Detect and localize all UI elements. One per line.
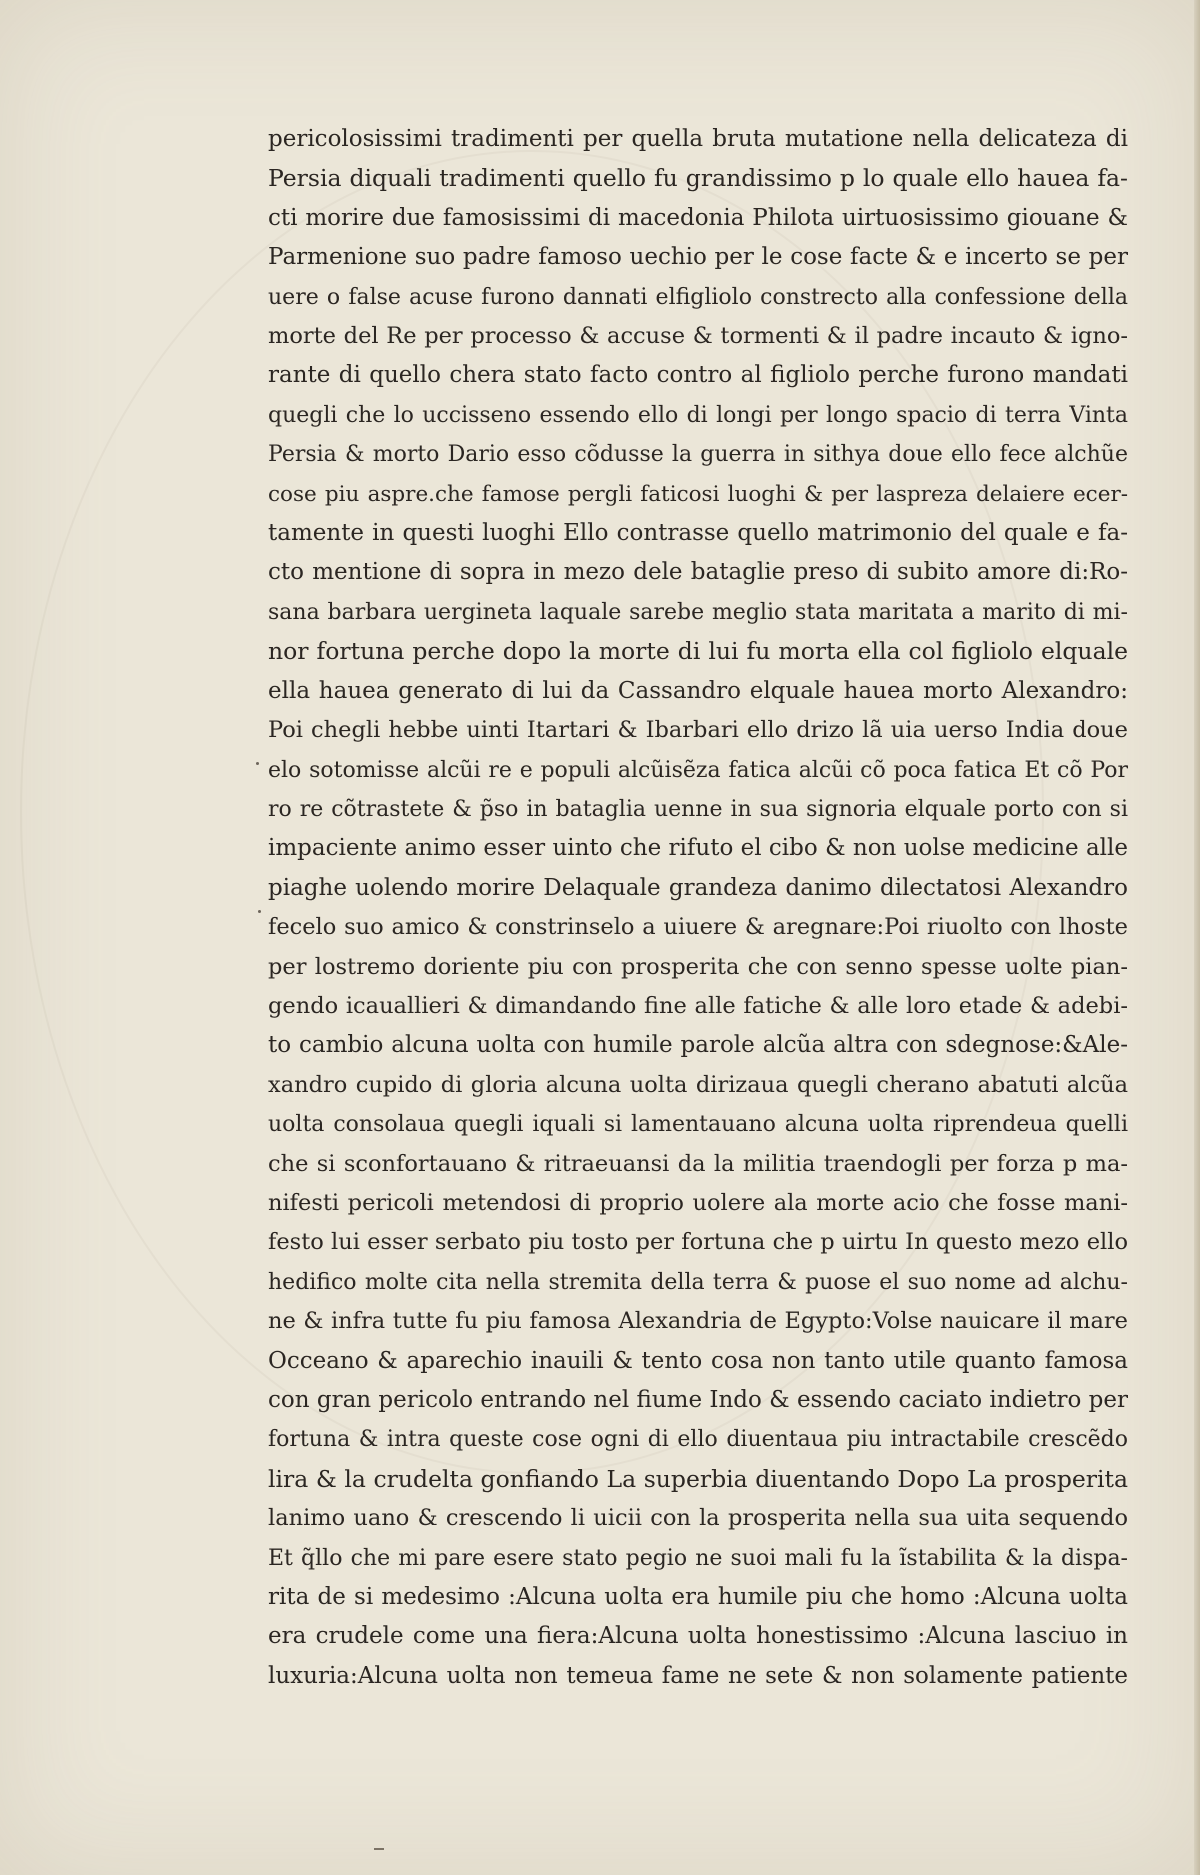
text-line: tamente in questi luoghi Ello contrasse quello matrimonio del quale e fa-: [268, 520, 1128, 547]
text-line: ne & infra tutte fu piu famosa Alexandria de Egypto:Volse nauicare il mare: [268, 1308, 1128, 1335]
margin-mark: [258, 910, 261, 913]
text-line: che si sconfortauano & ritraeuansi da la militia traendogli per forza p ma-: [268, 1150, 1128, 1177]
text-line: elo sotomisse alcũi re e populi alcũisẽza fatica alcũi cõ poca fatica Et cõ Por: [268, 757, 1128, 783]
text-line: Et q̃llo che mi pare esere stato pegio ne suoi mali fu la ĩstabilita & la dispa-: [268, 1545, 1128, 1571]
text-line: sana barbara uergineta laquale sarebe meglio stata maritata a marito di mi-: [268, 599, 1128, 625]
text-line: cto mentione di sopra in mezo dele bataglie preso di subito amore di:Ro-: [268, 559, 1128, 586]
text-line: uolta consolaua quegli iquali si lamentauano alcuna uolta riprendeua quelli: [268, 1112, 1128, 1138]
text-line: Poi chegli hebbe uinti Itartari & Ibarbari ello drizo lã uia uerso India doue: [268, 717, 1128, 744]
text-line: quegli che lo uccisseno essendo ello di longi per longo spacio di terra Vinta: [268, 402, 1128, 428]
page-edge: [1194, 0, 1200, 1875]
text-line: con gran pericolo entrando nel fiume Indo & essendo caciato indietro per: [268, 1387, 1128, 1413]
text-line: pericolosissimi tradimenti per quella bruta mutatione nella delicateza di: [268, 126, 1128, 152]
text-line: hedifico molte cita nella stremita della terra & puose el suo nome ad alchu-: [268, 1269, 1128, 1295]
text-line: cose piu aspre.che famose pergli faticosi luoghi & per laspreza delaiere ecer-: [268, 481, 1128, 507]
text-line: rante di quello chera stato facto contro al figliolo perche furono mandati: [268, 362, 1128, 389]
body-text: [268, 120, 1128, 1696]
text-line: xandro cupido di gloria alcuna uolta dirizaua quegli cherano abatuti alcũa: [268, 1071, 1128, 1098]
text-line: cti morire due famosissimi di macedonia Philota uirtuosissimo giouane &: [268, 204, 1128, 231]
text-line: nifesti pericoli metendosi di proprio uolere ala morte acio che fosse mani-: [268, 1189, 1128, 1216]
text-line: lira & la crudelta gonfiando La superbia diuentando Dopo La prosperita: [268, 1464, 1128, 1493]
text-line: impaciente animo esser uinto che rifuto el cibo & non uolse medicine alle: [268, 835, 1128, 862]
text-line: luxuria:Alcuna uolta non temeua fame ne sete & non solamente patiente: [268, 1662, 1128, 1689]
text-line: lanimo uano & crescendo li uicii con la prosperita nella sua uita sequendo: [268, 1505, 1128, 1532]
text-line: Occeano & aparechio inauili & tento cosa non tanto utile quanto famosa: [268, 1347, 1128, 1374]
text-line: Persia & morto Dario esso cõdusse la guerra in sithya doue ello fece alchũe: [268, 442, 1128, 468]
text-line: fecelo suo amico & constrinselo a uiuere & aregnare:Poi riuolto con lhoste: [268, 914, 1128, 941]
text-line: morte del Re per processo & accuse & tormenti & il padre incauto & igno-: [268, 323, 1128, 350]
text-line: nor fortuna perche dopo la morte di lui fu morta ella col figliolo elquale: [268, 637, 1128, 666]
text-line: era crudele come una fiera:Alcuna uolta honestissimo :Alcuna lasciuo in: [268, 1623, 1128, 1650]
text-line: per lostremo doriente piu con prosperita che con senno spesse uolte pian-: [268, 953, 1128, 980]
margin-mark: [256, 762, 259, 765]
text-line: to cambio alcuna uolta con humile parole alcũa altra con sdegnose:&Ale-: [268, 1032, 1128, 1059]
text-line: festo lui esser serbato piu tosto per fortuna che p uirtu In questo mezo ello: [268, 1229, 1128, 1256]
text-line: Persia diquali tradimenti quello fu grandissimo p lo quale ello hauea fa-: [268, 164, 1128, 193]
text-line: rita de si medesimo :Alcuna uolta era humile piu che homo :Alcuna uolta: [268, 1584, 1128, 1611]
text-line: Parmenione suo padre famoso uechio per le cose facte & e incerto se per: [268, 244, 1128, 271]
footer-mark: [374, 1848, 384, 1850]
text-line: uere o false acuse furono dannati elfigliolo constrecto alla confessione della: [268, 284, 1128, 310]
text-line: piaghe uolendo morire Delaquale grandeza danimo dilectatosi Alexandro: [268, 874, 1128, 901]
text-line: ella hauea generato di lui da Cassandro elquale hauea morto Alexandro:: [268, 677, 1128, 704]
text-line: gendo icauallieri & dimandando fine alle fatiche & alle loro etade & adebi-: [268, 992, 1128, 1019]
text-line: fortuna & intra queste cose ogni di ello diuentaua piu intractabile crescẽdo: [268, 1427, 1128, 1453]
text-line: ro re cõtrastete & p̃so in bataglia uenne in sua signoria elquale porto con si: [268, 796, 1128, 822]
